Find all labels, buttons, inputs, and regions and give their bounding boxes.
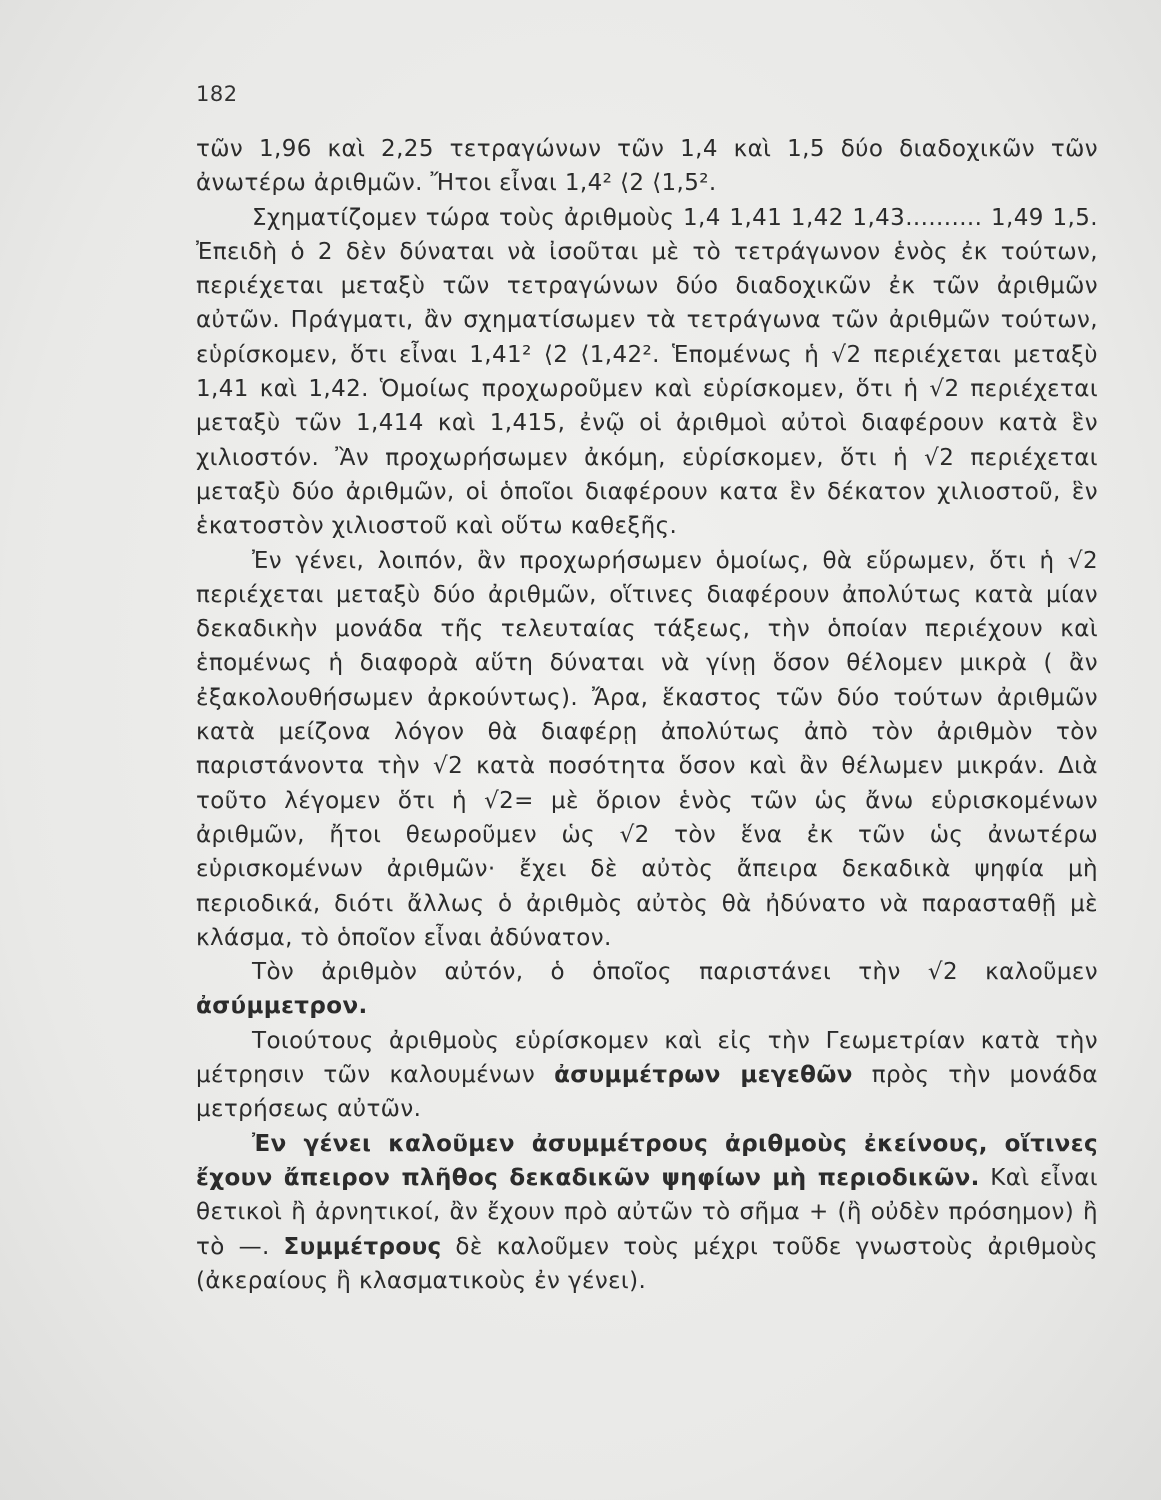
geometry-text-after: πρὸς τὴν μονάδα μετρήσεως αὐτῶν. [196, 1062, 1098, 1123]
paragraph-1: τῶν 1,96 καὶ 2,25 τετραγώνων τῶν 1,4 καὶ 1,5 δύο διαδοχικῶν τῶν ἀνωτέρω ἀριθμῶν. Ἤτοι εἶναι 1,4² ⟨2 ⟨1,5². [196, 136, 1098, 197]
paragraph-definition [196, 1127, 1098, 1298]
body-text [196, 132, 1098, 1298]
asymmetron-term: ἀσύμμετρον. [196, 993, 368, 1020]
paragraph-asymmetron [196, 955, 1098, 1024]
paragraph-2: Σχηματίζομεν τώρα τοὺς ἀριθμοὺς 1,4 1,41 1,42 1,43.......... 1,49 1,5. Ἐπειδὴ ὁ 2 δὲν δύναται νὰ ἰσοῦται μὲ τὸ τετράγωνον ἑνὸς ἐκ τούτων, περιέχεται μεταξὺ τῶν τετραγώνων δύο διαδοχικῶν ἐκ τῶν ἀριθμῶν αὐτῶν. Πράγματι, ἂν σχηματίσωμεν τὰ τετράγωνα τῶν ἀριθμῶν τούτων, εὑρίσκομεν, ὅτι εἶναι 1,41² ⟨2 ⟨1,42². Ἑπομένως ἡ √2 περιέχεται μεταξὺ 1,41 καὶ 1,42. Ὁμοίως προχωροῦμεν καὶ εὑρίσκομεν, ὅτι ἡ √2 περιέχεται μεταξὺ τῶν 1,414 καὶ 1,415, ἐνῷ οἱ ἀριθμοὶ αὐτοὶ διαφέρουν κατὰ ἓν χιλιοστόν. Ἂν προχωρήσωμεν ἀκόμη, εὑρίσκομεν, ὅτι ἡ √2 περιέχεται μεταξὺ δύο ἀριθμῶν, οἱ ὁποῖοι διαφέρουν κατα ἓν δέκατον χιλιοστοῦ, ἓν ἑκατοστὸν χιλιοστοῦ καὶ οὕτω καθεξῆς. [196, 204, 1098, 540]
definition-term-symmetric: Συμμέτρους [283, 1233, 442, 1260]
geometry-text-before: Τοιούτους ἀριθμοὺς εὑρίσκομεν καὶ εἰς τὴν Γεωμετρίαν κατὰ τὴν μέτρησιν τῶν καλουμένων [196, 1027, 1098, 1089]
definition-middle: Καὶ εἶναι θετικοὶ ἢ ἀρνητικοί, ἂν ἔχουν πρὸ αὐτῶν τὸ σῆμα + (ἢ οὐδὲν πρόσημον) ἢ τὸ —. [196, 1164, 1098, 1260]
definition-bold: Ἐν γένει καλοῦμεν ἀσυμμέτρους ἀριθμοὺς ἐκείνους, οἵτινες ἔχουν ἄπειρον πλῆθος δεκαδικῶν ψηφίων μὴ περιοδικῶν. [196, 1130, 1098, 1191]
geometry-term: ἀσυμμέτρων μεγεθῶν [554, 1062, 853, 1089]
definition-end: δὲ καλοῦμεν τοὺς μέχρι τοῦδε γνωστοὺς ἀριθμοὺς (ἀκεραίους ἢ κλασματικοὺς ἐν γένει). [196, 1233, 1098, 1294]
paragraph-geometry [196, 1024, 1098, 1127]
paragraph-3: Ἐν γένει, λοιπόν, ἂν προχωρήσωμεν ὁμοίως, θὰ εὕρωμεν, ὅτι ἡ √2 περιέχεται μεταξὺ δύο ἀριθμῶν, οἵτινες διαφέρουν ἀπολύτως κατὰ μίαν δεκαδικὴν μονάδα τῆς τελευταίας τάξεως, τὴν ὁποίαν περιέχουν καὶ ἑπομένως ἡ διαφορὰ αὕτη δύναται νὰ γίνῃ ὅσον θέλομεν μικρὰ ( ἂν ἐξακολουθήσωμεν ἀρκούντως). Ἄρα, ἕκαστος τῶν δύο τούτων ἀριθμῶν κατὰ μείζονα λόγον θὰ διαφέρῃ ἀπολύτως ἀπὸ τὸν ἀριθμὸν τὸν παριστάνοντα τὴν √2 κατὰ ποσότητα ὅσον καὶ ἂν θέλωμεν μικράν. Διὰ τοῦτο λέγομεν ὅτι ἡ √2= μὲ ὅριον ἑνὸς τῶν ὡς ἄνω εὑρισκομένων ἀριθμῶν, ἤτοι θεωροῦμεν ὡς √2 τὸν ἕνα ἐκ τῶν ὡς ἀνωτέρω εὑρισκομένων ἀριθμῶν· ἔχει δὲ αὐτὸς ἄπειρα δεκαδικὰ ψηφία μὴ περιοδικά, διότι ἄλλως ὁ ἀριθμὸς αὐτὸς θὰ ἠδύνατο νὰ παρασταθῇ μὲ κλάσμα, τὸ ὁποῖον εἶναι ἀδύνατον. [196, 547, 1098, 951]
asymmetron-text: Τὸν ἀριθμὸν αὐτόν, ὁ ὁποῖος παριστάνει τὴν √2 καλοῦμεν [252, 959, 1098, 986]
page-number: 182 [196, 82, 238, 106]
